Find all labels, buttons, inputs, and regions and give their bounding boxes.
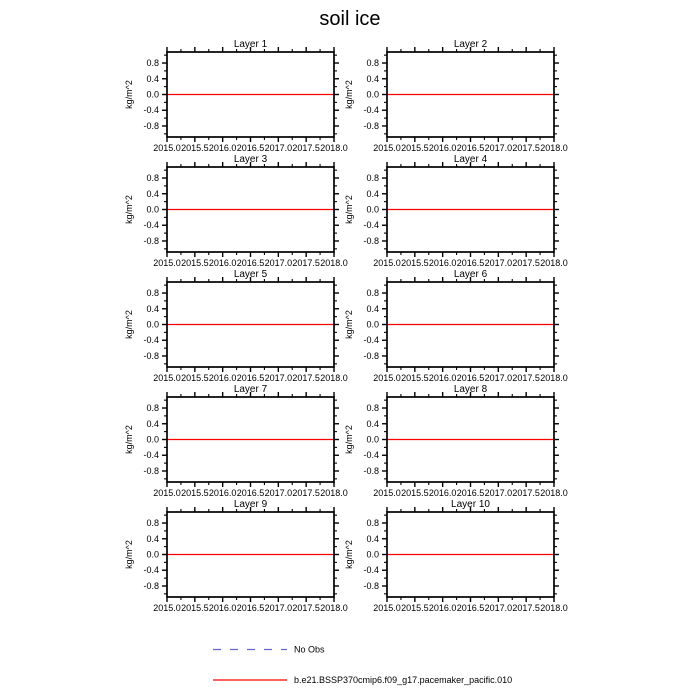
y-tick-label: -0.4 xyxy=(143,565,159,576)
x-tick-label: 2015.5 xyxy=(401,603,429,613)
y-tick-label: -0.4 xyxy=(143,450,159,461)
subplot-title: Layer 6 xyxy=(453,269,488,280)
legend-label-2: b.e21.BSSP370cmip6.f09_g17.pacemaker_pacific.010 xyxy=(294,675,513,685)
y-tick-label: -0.8 xyxy=(143,350,159,361)
subplot-title: Layer 2 xyxy=(453,39,488,50)
x-tick-label: 2015.5 xyxy=(401,258,429,268)
x-tick-label: 2017.0 xyxy=(264,603,293,613)
y-tick-label: -0.8 xyxy=(363,350,379,361)
y-tick-label: 0.0 xyxy=(366,89,379,100)
subplot-title: Layer 8 xyxy=(453,384,488,395)
x-tick-label: 2017.5 xyxy=(292,258,320,268)
x-tick-label: 2015.0 xyxy=(373,603,401,613)
subplot-title: Layer 4 xyxy=(453,154,488,165)
y-tick-label: 0.0 xyxy=(146,319,159,330)
x-tick-label: 2017.5 xyxy=(512,488,540,498)
x-tick-label: 2018.0 xyxy=(320,603,348,613)
x-tick-label: 2015.5 xyxy=(401,143,429,153)
y-tick-label: 0.0 xyxy=(146,549,159,560)
y-tick-label: -0.8 xyxy=(363,120,379,131)
y-tick-label: 0.8 xyxy=(366,518,379,529)
x-tick-label: 2018.0 xyxy=(540,488,568,498)
y-tick-label: 0.0 xyxy=(146,204,159,215)
y-axis-label: kg/m^2 xyxy=(344,540,354,569)
x-tick-label: 2016.5 xyxy=(456,603,485,613)
y-tick-label: 0.0 xyxy=(366,434,379,445)
x-tick-label: 2015.5 xyxy=(401,373,429,383)
x-tick-label: 2015.5 xyxy=(181,143,209,153)
subplot-layer-2 xyxy=(340,36,576,161)
x-tick-label: 2016.0 xyxy=(208,143,237,153)
y-tick-label: 0.4 xyxy=(366,533,379,544)
x-tick-label: 2017.0 xyxy=(484,373,513,383)
y-tick-label: 0.8 xyxy=(146,518,159,529)
y-axis-label: kg/m^2 xyxy=(124,425,134,454)
x-tick-label: 2017.5 xyxy=(292,143,320,153)
x-tick-label: 2017.0 xyxy=(264,143,293,153)
x-tick-label: 2016.0 xyxy=(208,258,237,268)
y-tick-label: 0.8 xyxy=(146,58,159,69)
y-tick-label: -0.8 xyxy=(363,580,379,591)
x-tick-label: 2015.0 xyxy=(153,143,181,153)
y-tick-label: -0.4 xyxy=(143,335,159,346)
y-tick-label: -0.8 xyxy=(143,465,159,476)
subplot-layer-9 xyxy=(120,496,356,621)
subplot-layer-7 xyxy=(120,381,356,506)
y-tick-label: 0.0 xyxy=(366,204,379,215)
y-tick-label: -0.8 xyxy=(143,235,159,246)
x-tick-label: 2017.0 xyxy=(264,258,293,268)
legend-label-1: No Obs xyxy=(294,644,325,655)
x-tick-label: 2016.0 xyxy=(208,373,237,383)
y-tick-label: 0.8 xyxy=(366,403,379,414)
x-tick-label: 2016.5 xyxy=(456,488,485,498)
y-tick-label: 0.4 xyxy=(146,188,159,199)
x-tick-label: 2018.0 xyxy=(540,143,568,153)
x-tick-label: 2016.5 xyxy=(456,143,485,153)
y-tick-label: 0.4 xyxy=(146,303,159,314)
subplot-title: Layer 9 xyxy=(233,499,268,510)
x-tick-label: 2015.5 xyxy=(401,488,429,498)
x-tick-label: 2016.0 xyxy=(208,488,237,498)
y-tick-label: -0.4 xyxy=(363,565,379,576)
x-tick-label: 2016.0 xyxy=(428,373,457,383)
x-tick-label: 2018.0 xyxy=(320,143,348,153)
x-tick-label: 2015.0 xyxy=(373,488,401,498)
x-tick-label: 2015.0 xyxy=(153,603,181,613)
y-tick-label: -0.4 xyxy=(363,220,379,231)
x-tick-label: 2017.0 xyxy=(484,603,513,613)
x-tick-label: 2015.5 xyxy=(181,603,209,613)
x-tick-label: 2018.0 xyxy=(540,258,568,268)
x-tick-label: 2016.0 xyxy=(428,258,457,268)
x-tick-label: 2018.0 xyxy=(540,603,568,613)
x-tick-label: 2016.5 xyxy=(236,258,265,268)
y-tick-label: 0.0 xyxy=(146,434,159,445)
subplot-layer-8 xyxy=(340,381,576,506)
y-axis-label: kg/m^2 xyxy=(124,540,134,569)
y-tick-label: -0.4 xyxy=(143,105,159,116)
y-tick-label: 0.8 xyxy=(146,288,159,299)
y-tick-label: 0.4 xyxy=(366,303,379,314)
y-tick-label: 0.8 xyxy=(366,288,379,299)
y-tick-label: -0.4 xyxy=(363,450,379,461)
y-axis-label: kg/m^2 xyxy=(124,80,134,109)
x-tick-label: 2018.0 xyxy=(320,258,348,268)
x-tick-label: 2018.0 xyxy=(320,373,348,383)
x-tick-label: 2017.0 xyxy=(264,373,293,383)
subplot-title: Layer 7 xyxy=(233,384,268,395)
subplot-title: Layer 10 xyxy=(451,499,490,510)
x-tick-label: 2016.5 xyxy=(236,143,265,153)
legend xyxy=(0,636,700,696)
subplot-title: Layer 1 xyxy=(233,39,268,50)
x-tick-label: 2015.0 xyxy=(153,373,181,383)
subplot-layer-3 xyxy=(120,151,356,276)
y-tick-label: -0.8 xyxy=(363,465,379,476)
y-tick-label: 0.4 xyxy=(366,73,379,84)
y-tick-label: -0.8 xyxy=(363,235,379,246)
x-tick-label: 2016.5 xyxy=(456,373,485,383)
subplot-title: Layer 5 xyxy=(233,269,268,280)
y-axis-label: kg/m^2 xyxy=(124,310,134,339)
x-tick-label: 2016.0 xyxy=(208,603,237,613)
x-tick-label: 2015.5 xyxy=(181,373,209,383)
y-axis-label: kg/m^2 xyxy=(344,80,354,109)
x-tick-label: 2017.0 xyxy=(484,143,513,153)
subplot-layer-5 xyxy=(120,266,356,391)
x-tick-label: 2017.5 xyxy=(292,373,320,383)
x-tick-label: 2017.5 xyxy=(512,373,540,383)
x-tick-label: 2016.5 xyxy=(456,258,485,268)
x-tick-label: 2015.0 xyxy=(153,488,181,498)
y-tick-label: 0.8 xyxy=(146,173,159,184)
subplot-title: Layer 3 xyxy=(233,154,268,165)
x-tick-label: 2015.0 xyxy=(373,258,401,268)
y-tick-label: 0.4 xyxy=(146,533,159,544)
x-tick-label: 2017.5 xyxy=(292,603,320,613)
y-tick-label: -0.8 xyxy=(143,580,159,591)
y-tick-label: 0.4 xyxy=(366,418,379,429)
x-tick-label: 2017.0 xyxy=(484,258,513,268)
x-tick-label: 2017.5 xyxy=(512,143,540,153)
y-tick-label: 0.0 xyxy=(366,549,379,560)
y-tick-label: 0.0 xyxy=(146,89,159,100)
y-tick-label: -0.8 xyxy=(143,120,159,131)
y-axis-label: kg/m^2 xyxy=(344,195,354,224)
x-tick-label: 2018.0 xyxy=(540,373,568,383)
y-axis-label: kg/m^2 xyxy=(344,310,354,339)
x-tick-label: 2016.0 xyxy=(428,143,457,153)
y-tick-label: 0.4 xyxy=(366,188,379,199)
x-tick-label: 2015.0 xyxy=(373,143,401,153)
page-title: soil ice xyxy=(319,8,381,30)
x-tick-label: 2015.5 xyxy=(181,258,209,268)
subplot-layer-10 xyxy=(340,496,576,621)
y-tick-label: 0.0 xyxy=(366,319,379,330)
x-tick-label: 2015.0 xyxy=(153,258,181,268)
x-tick-label: 2016.5 xyxy=(236,488,265,498)
y-tick-label: 0.8 xyxy=(366,173,379,184)
y-axis-label: kg/m^2 xyxy=(344,425,354,454)
x-tick-label: 2016.5 xyxy=(236,603,265,613)
x-tick-label: 2017.0 xyxy=(484,488,513,498)
subplot-layer-6 xyxy=(340,266,576,391)
y-tick-label: -0.4 xyxy=(143,220,159,231)
x-tick-label: 2017.5 xyxy=(512,258,540,268)
y-tick-label: 0.4 xyxy=(146,73,159,84)
x-tick-label: 2016.5 xyxy=(236,373,265,383)
subplot-layer-4 xyxy=(340,151,576,276)
y-tick-label: 0.8 xyxy=(146,403,159,414)
x-tick-label: 2015.0 xyxy=(373,373,401,383)
x-tick-label: 2017.0 xyxy=(264,488,293,498)
x-tick-label: 2017.5 xyxy=(512,603,540,613)
y-tick-label: -0.4 xyxy=(363,335,379,346)
x-tick-label: 2016.0 xyxy=(428,488,457,498)
x-tick-label: 2015.5 xyxy=(181,488,209,498)
x-tick-label: 2017.5 xyxy=(292,488,320,498)
x-tick-label: 2016.0 xyxy=(428,603,457,613)
subplot-layer-1 xyxy=(120,36,356,161)
y-tick-label: 0.8 xyxy=(366,58,379,69)
y-tick-label: -0.4 xyxy=(363,105,379,116)
y-tick-label: 0.4 xyxy=(146,418,159,429)
x-tick-label: 2018.0 xyxy=(320,488,348,498)
y-axis-label: kg/m^2 xyxy=(124,195,134,224)
